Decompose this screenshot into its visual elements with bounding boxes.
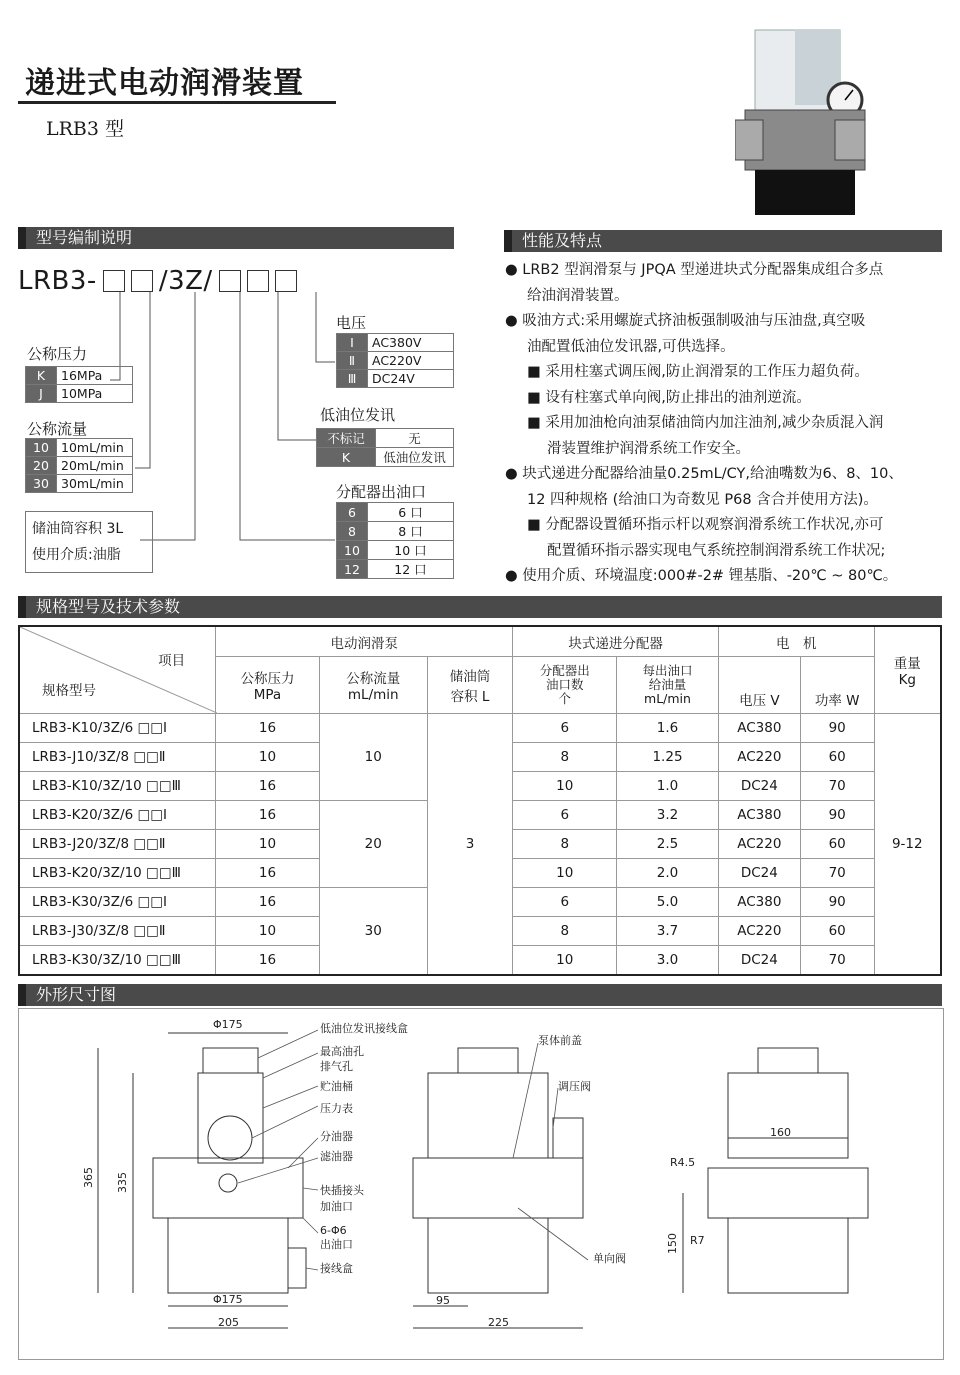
- outlets-row: [337, 541, 454, 560]
- title-underline: [18, 101, 336, 104]
- cell-tank: 3: [427, 714, 513, 976]
- lowoil-label: 低油位发讯: [320, 406, 396, 424]
- feature-bullet: ●: [505, 568, 518, 584]
- feature-text: 采用加油枪向油泵储油筒内加注油剂,减少杂质混入润: [545, 415, 884, 431]
- cell-flow: 30: [319, 888, 427, 976]
- code-slot-flow: [131, 270, 153, 292]
- header-power: 功率 W: [800, 657, 874, 714]
- cell-power: 60: [800, 917, 874, 946]
- dim-r45: R4.5: [670, 1156, 696, 1169]
- right-block-shape: [708, 1168, 868, 1218]
- label-check: 单向阀: [593, 1252, 626, 1265]
- feature-line: [505, 386, 945, 412]
- dim-335: 335: [116, 1172, 129, 1193]
- header-pressure-label: 公称压力: [240, 671, 295, 687]
- pressure-value: 16MPa: [57, 367, 133, 385]
- feature-line: [505, 411, 945, 437]
- flow-table: [25, 438, 133, 493]
- pressure-value: 10MPa: [57, 385, 133, 403]
- header-per-2: 给油量: [648, 677, 687, 692]
- code-separator: /3Z/: [158, 266, 213, 296]
- header-item: 项目: [158, 653, 186, 669]
- cell-voltage: DC24: [718, 772, 800, 801]
- header-tank: [427, 657, 513, 714]
- code-slot-lowoil: [247, 270, 269, 292]
- outlets-row: [337, 560, 454, 579]
- flow-code: 30: [26, 475, 57, 493]
- cell-pressure: 10: [216, 743, 320, 772]
- label-divider: 分油器: [320, 1130, 353, 1143]
- cell-weight: 9-12: [874, 714, 941, 976]
- outlets-row: [337, 522, 454, 541]
- cell-model: LRB3-K30/3Z/6 □□Ⅰ: [19, 888, 216, 917]
- header-pump: 电动润滑泵: [216, 626, 513, 657]
- header-motor: 电 机: [718, 626, 874, 657]
- feature-line: [505, 284, 945, 310]
- feature-line: [505, 513, 945, 539]
- header-tank-label: 储油筒: [449, 669, 491, 685]
- voltage-code: Ⅲ: [337, 370, 368, 388]
- cell-outlets: 10: [513, 859, 617, 888]
- dim-150: 150: [666, 1233, 679, 1254]
- feature-bullet: ■: [527, 517, 541, 533]
- header-model: 规格型号: [42, 683, 96, 699]
- gauge-shape: [208, 1116, 252, 1160]
- cell-model: LRB3-K10/3Z/10 □□Ⅲ: [19, 772, 216, 801]
- cell-pressure: 16: [216, 801, 320, 830]
- label-inlet: 加油口: [320, 1200, 353, 1213]
- lowoil-row: [317, 448, 454, 467]
- cell-voltage: AC220: [718, 830, 800, 859]
- lowoil-code: K: [317, 448, 376, 467]
- cell-outlets: 6: [513, 888, 617, 917]
- spec-table: [18, 625, 942, 976]
- pressure-row: [26, 367, 133, 385]
- section-bar-spec: [18, 596, 942, 618]
- right-tank-shape: [728, 1073, 848, 1158]
- feature-text: 采用柱塞式调压阀,防止润滑泵的工作压力超负荷。: [545, 364, 869, 380]
- voltage-value: DC24V: [368, 370, 454, 388]
- outlets-value: 12 口: [368, 560, 454, 579]
- cell-power: 70: [800, 859, 874, 888]
- side-cap-shape: [458, 1048, 518, 1073]
- feature-line: [505, 437, 945, 463]
- cell-outlets: 6: [513, 801, 617, 830]
- cell-outlets: 8: [513, 917, 617, 946]
- side-tank-shape: [428, 1073, 548, 1158]
- feature-text: 使用介质、环境温度:000#-2# 锂基脂、-20℃ ~ 80℃。: [522, 568, 898, 584]
- tank-note: [25, 511, 153, 573]
- lowoil-code: 不标记: [317, 429, 376, 448]
- feature-text: 吸油方式:采用螺旋式挤油板强制吸油与压油盘,真空吸: [522, 313, 866, 329]
- cell-per-outlet: 2.0: [617, 859, 719, 888]
- pump-block-shape: [153, 1158, 303, 1218]
- feature-text: 设有柱塞式单向阀,防止排出的油剂逆流。: [545, 389, 811, 406]
- section-bar-features: [504, 230, 942, 252]
- header-per-3: mL/min: [644, 691, 691, 706]
- label-quick: 快插接头: [320, 1184, 364, 1197]
- flow-code: 10: [26, 439, 57, 457]
- cell-per-outlet: 1.6: [617, 714, 719, 743]
- cell-pressure: 16: [216, 772, 320, 801]
- voltage-code: Ⅱ: [337, 352, 368, 370]
- spec-corner-cell: [19, 626, 216, 714]
- flow-value: 10mL/min: [57, 439, 133, 457]
- table-row: [19, 714, 941, 743]
- outlets-value: 8 口: [368, 522, 454, 541]
- junction-shape: [288, 1248, 306, 1288]
- cell-power: 60: [800, 743, 874, 772]
- header-outlets-1: 分配器出: [539, 663, 590, 678]
- label-gauge: 压力表: [320, 1102, 353, 1115]
- feature-text: 给油润滑装置。: [527, 287, 629, 304]
- label-front-cover: 泵体前盖: [538, 1034, 582, 1047]
- feature-line: [505, 309, 945, 335]
- code-slot-pressure: [103, 270, 125, 292]
- section-bar-model-code: [18, 227, 454, 249]
- header-weight-unit: Kg: [898, 672, 917, 688]
- feature-bullet: ●: [505, 262, 518, 278]
- header-per-1: 每出油口: [642, 663, 693, 678]
- section-title-dimensions: 外形尺寸图: [36, 985, 117, 1004]
- feature-line: [505, 462, 945, 488]
- dim-r7: R7: [690, 1234, 705, 1247]
- cell-pressure: 16: [216, 888, 320, 917]
- header-pressure-unit: MPa: [253, 687, 282, 703]
- outlets-code: 8: [337, 522, 368, 541]
- cell-voltage: AC380: [718, 888, 800, 917]
- cell-power: 90: [800, 801, 874, 830]
- feature-text: 块式递进分配器给油量0.25mL/CY,给油嘴数为6、8、10、: [522, 466, 903, 482]
- flow-value: 20mL/min: [57, 457, 133, 475]
- dim-160: 160: [770, 1126, 791, 1139]
- tank-medium: 使用介质:油脂: [32, 547, 121, 563]
- feature-line: [505, 335, 945, 361]
- feature-bullet: ■: [527, 389, 541, 406]
- header-per-outlet: [617, 657, 719, 714]
- feature-text: 滑装置维护润滑系统工作安全。: [547, 440, 750, 457]
- pressure-label: 公称压力: [27, 345, 88, 363]
- label-relief: 调压阀: [558, 1080, 591, 1093]
- outlets-value: 6 口: [368, 503, 454, 522]
- dim-d175-bottom: Φ175: [213, 1293, 243, 1306]
- voltage-code: Ⅰ: [337, 334, 368, 352]
- cell-per-outlet: 3.2: [617, 801, 719, 830]
- outlets-value: 10 口: [368, 541, 454, 560]
- feature-text: 分配器设置循环指示杆以观察润滑系统工作状况,亦可: [545, 517, 884, 533]
- cell-power: 70: [800, 946, 874, 976]
- cell-voltage: AC380: [718, 801, 800, 830]
- pressure-table: [25, 366, 133, 403]
- flow-row: [26, 457, 133, 475]
- flow-row: [26, 475, 133, 493]
- section-bar-dimensions: [18, 984, 942, 1006]
- header-weight-label: 重量: [893, 656, 921, 672]
- label-filter: 滤油器: [320, 1150, 353, 1163]
- label-outlet: 出油口: [320, 1238, 353, 1251]
- feature-line: [505, 258, 945, 284]
- lowoil-value: 无: [376, 429, 454, 448]
- cell-per-outlet: 2.5: [617, 830, 719, 859]
- cell-flow: 20: [319, 801, 427, 888]
- product-photo: [735, 20, 875, 220]
- voltage-label: 电压: [336, 314, 367, 332]
- voltage-value: AC220V: [368, 352, 454, 370]
- cell-voltage: AC220: [718, 917, 800, 946]
- dimension-drawing: [18, 1008, 942, 1358]
- cell-outlets: 8: [513, 830, 617, 859]
- cell-per-outlet: 1.25: [617, 743, 719, 772]
- flow-row: [26, 439, 133, 457]
- cell-voltage: DC24: [718, 859, 800, 888]
- header-outlets-2: 油口数: [545, 677, 584, 692]
- outlets-row: [337, 503, 454, 522]
- label-outlet-count: 6-Φ6: [320, 1224, 347, 1237]
- cell-outlets: 8: [513, 743, 617, 772]
- dim-225: 225: [488, 1316, 509, 1329]
- right-cap-shape: [758, 1048, 818, 1073]
- cell-outlets: 6: [513, 714, 617, 743]
- lowoil-row: [317, 429, 454, 448]
- feature-line: [505, 564, 945, 590]
- label-tank: 贮油桶: [320, 1080, 353, 1093]
- outlets-table: [336, 502, 454, 579]
- tank-capacity: 储油筒容积 3L: [32, 521, 124, 537]
- base-shape: [168, 1218, 288, 1293]
- cell-model: LRB3-K20/3Z/10 □□Ⅲ: [19, 859, 216, 888]
- header-weight: [874, 626, 941, 714]
- dim-d175-top: Φ175: [213, 1018, 243, 1031]
- section-title-model-code: 型号编制说明: [36, 228, 133, 247]
- outlets-code: 6: [337, 503, 368, 522]
- header-flow-label: 公称流量: [346, 671, 401, 687]
- header-outlets-3: 个: [558, 691, 571, 706]
- cell-pressure: 16: [216, 714, 320, 743]
- cell-per-outlet: 1.0: [617, 772, 719, 801]
- feature-line: [505, 488, 945, 514]
- header-voltage: 电压 V: [718, 657, 800, 714]
- feature-text: 油配置低油位发讯器,可供选择。: [527, 338, 735, 355]
- cell-per-outlet: 3.0: [617, 946, 719, 976]
- cell-voltage: DC24: [718, 946, 800, 976]
- cell-voltage: AC380: [718, 714, 800, 743]
- features-list: [505, 258, 945, 590]
- cell-pressure: 16: [216, 859, 320, 888]
- cell-flow: 10: [319, 714, 427, 801]
- dim-365: 365: [82, 1167, 95, 1188]
- feature-text: 配置循环指示器实现电气系统控制润滑系统工作状况;: [547, 542, 886, 559]
- cell-pressure: 16: [216, 946, 320, 976]
- cell-model: LRB3-J20/3Z/8 □□Ⅱ: [19, 830, 216, 859]
- pressure-code: K: [26, 367, 57, 385]
- tank-shape: [198, 1073, 263, 1163]
- feature-bullet: ■: [527, 415, 541, 431]
- pressure-row: [26, 385, 133, 403]
- label-vent: 排气孔: [320, 1060, 353, 1073]
- feature-bullet: ■: [527, 364, 541, 380]
- cell-model: LRB3-K30/3Z/10 □□Ⅲ: [19, 946, 216, 976]
- dim-95: 95: [436, 1294, 450, 1307]
- cell-outlets: 10: [513, 772, 617, 801]
- lowoil-value: 低油位发讯: [376, 448, 454, 467]
- label-junction: 接线盒: [320, 1262, 353, 1275]
- label-lowoil-box: 低油位发讯接线盒: [320, 1022, 408, 1035]
- voltage-table: [336, 333, 454, 388]
- lowoil-box-shape: [203, 1048, 258, 1073]
- feature-text: 12 四种规格 (给油口为奇数见 P68 含合并使用方法)。: [527, 491, 878, 508]
- label-top-hole: 最高油孔: [320, 1045, 364, 1058]
- code-prefix: LRB3-: [18, 266, 97, 296]
- flow-code: 20: [26, 457, 57, 475]
- code-slot-voltage: [275, 270, 297, 292]
- cell-power: 90: [800, 888, 874, 917]
- outlets-code: 12: [337, 560, 368, 579]
- dim-205: 205: [218, 1316, 239, 1329]
- pressure-code: J: [26, 385, 57, 403]
- header-distributor: 块式递进分配器: [513, 626, 719, 657]
- cell-per-outlet: 3.7: [617, 917, 719, 946]
- relief-valve-shape: [553, 1118, 583, 1158]
- feature-bullet: ●: [505, 466, 518, 482]
- cell-model: LRB3-K10/3Z/6 □□Ⅰ: [19, 714, 216, 743]
- code-slot-outlets: [219, 270, 241, 292]
- feature-bullet: ●: [505, 313, 518, 329]
- voltage-value: AC380V: [368, 334, 454, 352]
- cell-pressure: 10: [216, 830, 320, 859]
- header-flow: [319, 657, 427, 714]
- lowoil-table: [316, 428, 454, 467]
- spec-header-row: [19, 626, 941, 657]
- section-title-spec: 规格型号及技术参数: [36, 597, 181, 616]
- voltage-row: [337, 370, 454, 388]
- feature-text: LRB2 型润滑泵与 JPQA 型递进块式分配器集成组合多点: [522, 262, 884, 278]
- cell-model: LRB3-K20/3Z/6 □□Ⅰ: [19, 801, 216, 830]
- outlets-code: 10: [337, 541, 368, 560]
- cell-outlets: 10: [513, 946, 617, 976]
- page-subtitle: LRB3 型: [46, 118, 125, 140]
- cell-model: LRB3-J10/3Z/8 □□Ⅱ: [19, 743, 216, 772]
- side-block-shape: [413, 1158, 583, 1218]
- cell-voltage: AC220: [718, 743, 800, 772]
- section-title-features: 性能及特点: [522, 231, 603, 250]
- filter-shape: [219, 1174, 237, 1192]
- header-pressure: [216, 657, 320, 714]
- flow-value: 30mL/min: [57, 475, 133, 493]
- feature-line: [505, 539, 945, 565]
- feature-line: [505, 360, 945, 386]
- cell-power: 60: [800, 830, 874, 859]
- voltage-row: [337, 352, 454, 370]
- page-title: 递进式电动润滑装置: [25, 66, 304, 101]
- voltage-row: [337, 334, 454, 352]
- right-base-shape: [728, 1218, 848, 1293]
- cell-pressure: 10: [216, 917, 320, 946]
- side-base-shape: [428, 1218, 548, 1293]
- cell-power: 90: [800, 714, 874, 743]
- cell-power: 70: [800, 772, 874, 801]
- header-flow-unit: mL/min: [347, 687, 399, 703]
- header-outlets: [513, 657, 617, 714]
- flow-label: 公称流量: [27, 420, 88, 438]
- cell-model: LRB3-J30/3Z/8 □□Ⅱ: [19, 917, 216, 946]
- header-tank-unit: 容积 L: [450, 689, 490, 705]
- outlets-label: 分配器出油口: [336, 483, 427, 501]
- cell-per-outlet: 5.0: [617, 888, 719, 917]
- corner-diagonal: [20, 627, 217, 713]
